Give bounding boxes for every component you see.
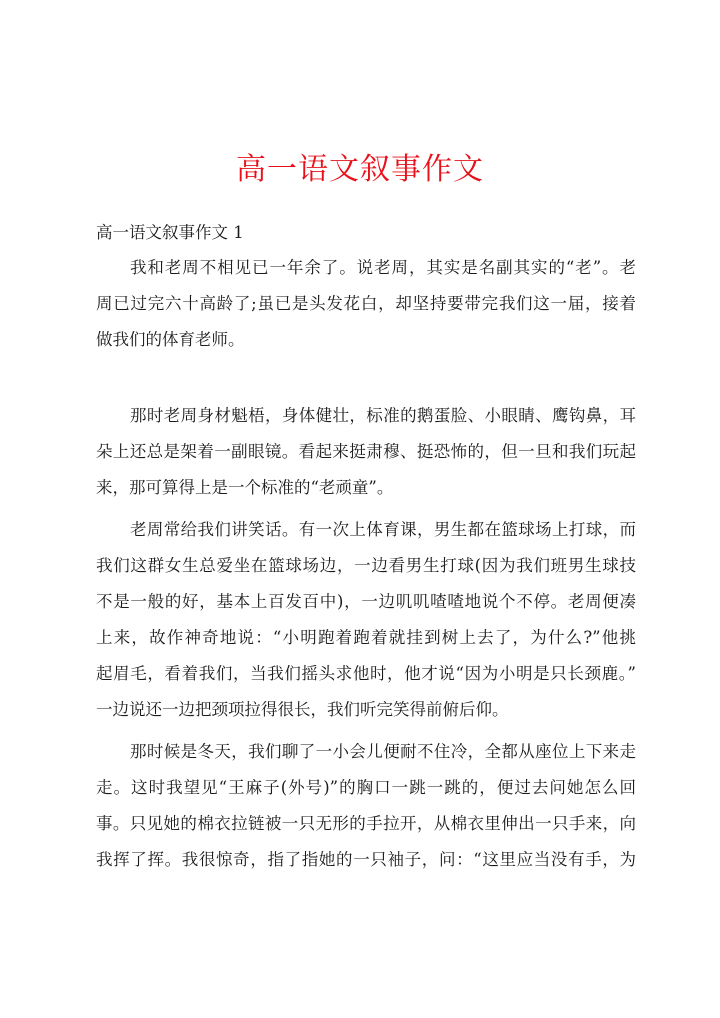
paragraph-line: 那时候是冬天，我们聊了一小会儿便耐不住冷，全都从座位上下来走: [130, 742, 636, 761]
paragraph-line: 那时老周身材魁梧，身体健壮，标准的鹅蛋脸、小眼睛、鹰钩鼻，耳: [130, 406, 636, 425]
document-title: 高一语文叙事作文: [236, 152, 484, 187]
paragraph-3: [96, 512, 636, 728]
paragraph-line: 周已过完六十高龄了;虽已是头发花白，却坚持要带完我们这一届，接着: [96, 294, 636, 313]
essay-subtitle: 高一语文叙事作文 1: [96, 223, 244, 242]
paragraph-line: 我挥了挥。我很惊奇，指了指她的一只袖子，问：“这里应当没有手，为: [96, 850, 636, 869]
paragraph-line: 走。这时我望见“王麻子(外号)”的胸口一跳一跳的，便过去问她怎么回: [96, 778, 636, 797]
paragraph-line: 我们这群女生总爱坐在篮球场边，一边看男生打球(因为我们班男生球技: [96, 556, 636, 575]
paragraph-2: [96, 398, 636, 506]
paragraph-line: 一边说还一边把颈项拉得很长，我们听完笑得前俯后仰。: [96, 700, 509, 719]
paragraph-line: 起眉毛，看着我们，当我们摇头求他时，他才说“因为小明是只长颈鹿。”: [96, 664, 636, 683]
paragraph-1: [96, 250, 636, 358]
paragraph-line: 事。只见她的棉衣拉链被一只无形的手拉开，从棉衣里伸出一只手来，向: [96, 814, 636, 833]
paragraph-line: 做我们的体育老师。: [96, 330, 245, 349]
paragraph-line: 我和老周不相见已一年余了。说老周，其实是名副其实的“老”。老: [130, 258, 636, 277]
paragraph-line: 朵上还总是架着一副眼镜。看起来挺肃穆、挺恐怖的，但一旦和我们玩起: [96, 442, 636, 461]
paragraph-4: [96, 734, 636, 878]
paragraph-line: 老周常给我们讲笑话。有一次上体育课，男生都在篮球场上打球，而: [130, 520, 636, 539]
paragraph-line: 上来，故作神奇地说：“小明跑着跑着就挂到树上去了，为什么?”他挑: [96, 628, 636, 647]
paragraph-line: 来，那可算得上是一个标准的“老顽童”。: [96, 478, 394, 497]
paragraph-line: 不是一般的好，基本上百发百中)，一边叽叽喳喳地说个不停。老周便凑: [96, 592, 636, 611]
